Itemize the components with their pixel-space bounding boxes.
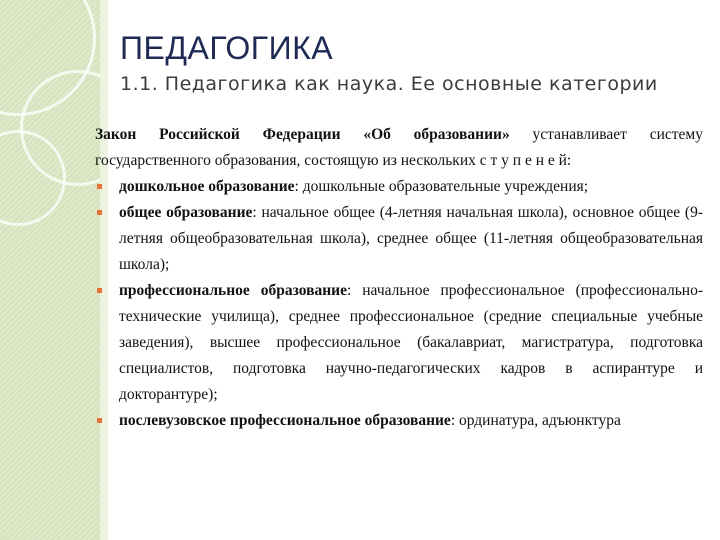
bullet-icon xyxy=(97,210,102,215)
bullet-icon xyxy=(97,184,102,189)
intro-bold: Закон Российской Федерации «Об образовании» xyxy=(95,126,510,143)
list-item xyxy=(95,408,703,434)
bullet-icon xyxy=(97,288,102,293)
item-term: профессиональное образование xyxy=(119,282,347,299)
item-term: дошкольное образование xyxy=(119,178,295,195)
item-term: послевузовское профессиональное образование xyxy=(119,412,451,429)
list-item xyxy=(95,278,703,408)
intro-text: устанавливает систему государственного образования, состоящую из нескольких с т у п е н е й: xyxy=(95,126,703,169)
intro-paragraph xyxy=(95,122,703,174)
list-item xyxy=(95,174,703,200)
bullet-icon xyxy=(97,418,102,423)
slide-body xyxy=(95,122,703,434)
page-subtitle: 1.1. Педагогика как наука. Ее основные категории xyxy=(120,73,658,95)
page-title: ПЕДАГОГИКА xyxy=(120,30,334,66)
item-text: : дошкольные образовательные учреждения; xyxy=(294,178,589,195)
item-term: общее образование xyxy=(119,204,253,221)
item-text: : начальное профессиональное (профессионально-технические училища), среднее профессиональное (средние специальные учебные заведения), высшее профессиональное (бакалавриат, магистратура, подготовка специалистов, подготовка научно-педагогических кадров в аспирантуре и докторантуре); xyxy=(119,282,703,403)
education-levels-list xyxy=(95,174,703,434)
item-text: : начальное общее (4-летняя начальная школа), основное общее (9-летняя общеобразовательная школа), среднее общее (11-летняя общеобразовательная школа); xyxy=(119,204,703,273)
item-text: : ординатура, адъюнктура xyxy=(450,412,621,429)
decorative-side-panel xyxy=(0,0,100,540)
list-item xyxy=(95,200,703,278)
